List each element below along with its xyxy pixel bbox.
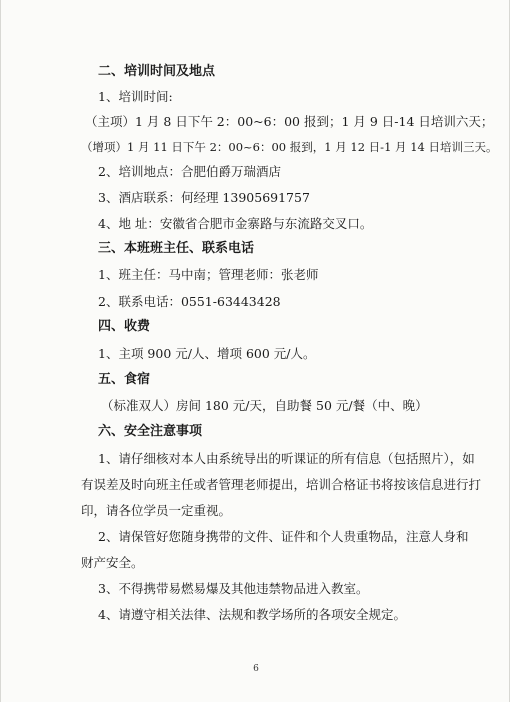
- safety-item1-line2: 有误差及时向班主任或者管理老师提出，培训合格证书将按该信息进行打: [81, 477, 482, 492]
- contact-phone: 2、联系电话：0551-63443428: [98, 294, 281, 309]
- lodging-detail: （标准双人）房间 180 元/天，自助餐 50 元/餐（中、晚）: [101, 398, 428, 413]
- safety-item1-line3: 印，请各位学员一定重视。: [81, 503, 232, 518]
- training-extra-item: （增项）1 月 11 日下午 2：00~6：00 报到，1 月 12 日-1 月 14 日培训三天。: [81, 140, 498, 154]
- hotel-contact: 3、酒店联系：何经理 13905691757: [98, 190, 310, 205]
- fees-detail: 1、主项 900 元/人、增项 600 元/人。: [98, 346, 316, 361]
- head-teacher: 1、班主任：马中南；管理老师：张老师: [98, 267, 319, 282]
- training-main-item: （主项）1 月 8 日下午 2：00~6：00 报到；1 月 9 日-14 日培训六天；: [85, 114, 494, 129]
- safety-item1-line1: 1、请仔细核对本人由系统导出的听课证的所有信息（包括照片），如: [98, 451, 475, 466]
- training-time-label: 1、培训时间:: [98, 89, 173, 104]
- training-location: 2、培训地点：合肥伯爵万瑞酒店: [98, 164, 281, 179]
- safety-item4: 4、请遵守相关法律、法规和教学场所的各项安全规定。: [98, 607, 406, 622]
- training-heading: 二、培训时间及地点: [98, 64, 216, 79]
- safety-item3: 3、不得携带易燃易爆及其他违禁物品进入教室。: [98, 581, 369, 596]
- page-number: 6: [253, 664, 259, 674]
- fees-heading: 四、收费: [98, 319, 151, 334]
- safety-item2-line2: 财产安全。: [81, 555, 144, 570]
- contacts-heading: 三、本班班主任、联系电话: [98, 241, 255, 256]
- training-address: 4、地 址：安徽省合肥市金寨路与东流路交叉口。: [98, 216, 373, 231]
- safety-heading: 六、安全注意事项: [98, 424, 203, 439]
- lodging-heading: 五、食宿: [98, 372, 151, 387]
- safety-item2-line1: 2、请保管好您随身携带的文件、证件和个人贵重物品，注意人身和: [98, 529, 469, 544]
